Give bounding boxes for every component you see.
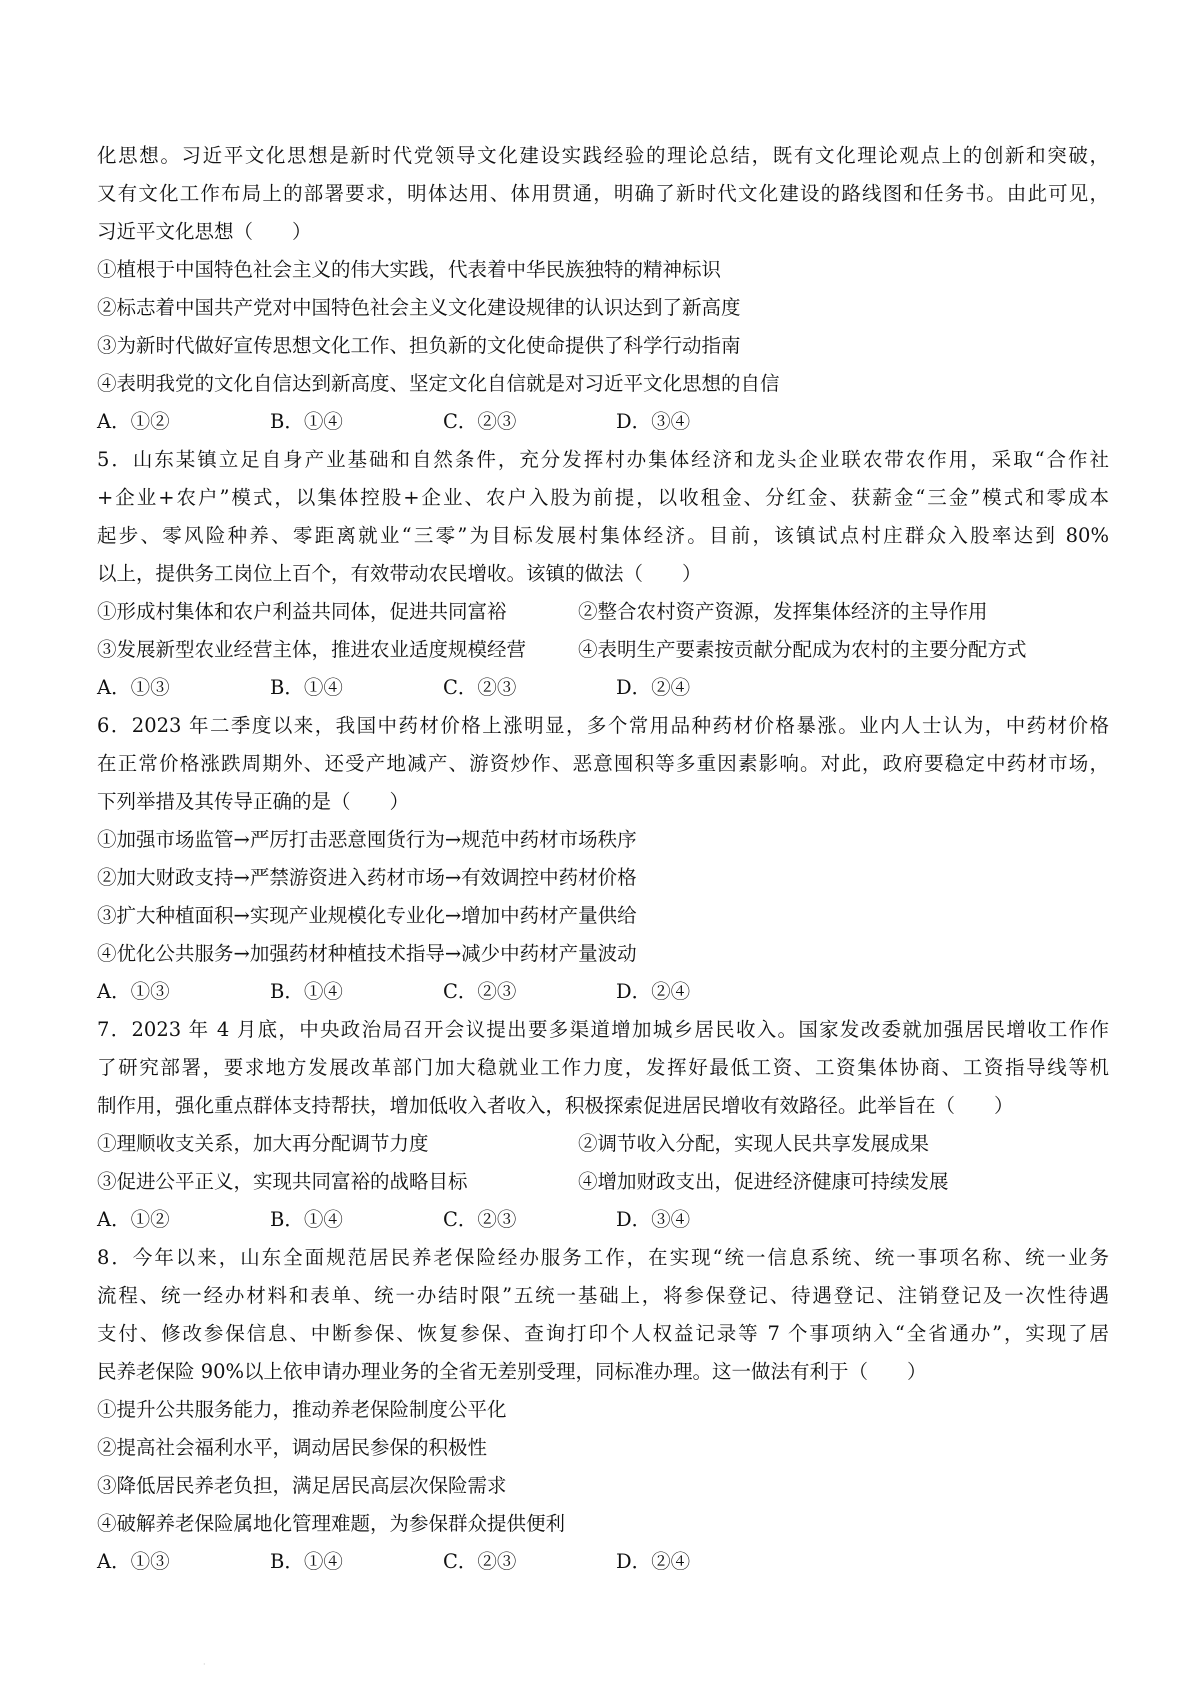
question-stem-line: 制作用，强化重点群体支持帮扶，增加低收入者收入，积极探索促进居民增收有效路径。此举旨在（ ） — [97, 1094, 1014, 1117]
choice-item: ②调节收入分配，实现人民共享发展成果 — [578, 1132, 930, 1155]
question-stem-line: 习近平文化思想（ ） — [97, 220, 312, 243]
question-stem-line: 民养老保险 90%以上依申请办理业务的全省无差别受理，同标准办理。这一做法有利于（ ） — [97, 1360, 927, 1383]
choice-item: ②加大财政支持→严禁游资进入药材市场→有效调控中药材价格 — [97, 866, 637, 889]
option-b: B．①④ — [270, 1208, 343, 1231]
question-stem-line: +企业+农户”模式，以集体控股+企业、农户入股为前提，以收租金、分红金、获薪金“三金”模式和零成本 — [97, 486, 1109, 509]
question-stem-line: 5．山东某镇立足自身产业基础和自然条件，充分发挥村办集体经济和龙头企业联农带农作用，采取“合作社 — [97, 448, 1109, 471]
choice-item: ④增加财政支出，促进经济健康可持续发展 — [578, 1170, 949, 1193]
option-d: D．②④ — [616, 1550, 691, 1573]
choice-item: ③发展新型农业经营主体，推进农业适度规模经营 — [97, 638, 527, 661]
choice-item: ③扩大种植面积→实现产业规模化专业化→增加中药材产量供给 — [97, 904, 637, 927]
question-5 — [97, 441, 1109, 707]
option-d: D．③④ — [616, 410, 691, 433]
choice-item: ④表明生产要素按贡献分配成为农村的主要分配方式 — [578, 638, 1027, 661]
choice-item: ④破解养老保险属地化管理难题，为参保群众提供便利 — [97, 1512, 566, 1535]
question-6 — [97, 707, 1109, 1011]
choice-row — [97, 631, 1109, 669]
choice-row — [97, 593, 1109, 631]
question-stem-line: 又有文化工作布局上的部署要求，明体达用、体用贯通，明确了新时代文化建设的路线图和任务书。由此可见， — [97, 182, 1109, 205]
choice-item: ①植根于中国特色社会主义的伟大实践，代表着中华民族独特的精神标识 — [97, 258, 722, 281]
option-a: A．①③ — [97, 1550, 170, 1573]
option-a: A．①② — [97, 410, 170, 433]
answer-options — [97, 1201, 1109, 1239]
option-c: C．②③ — [443, 1550, 517, 1573]
question-stem-line: 7．2023 年 4 月底，中央政治局召开会议提出要多渠道增加城乡居民收入。国家发改委就加强居民增收工作作 — [97, 1018, 1109, 1041]
question-4 — [97, 137, 1109, 441]
question-7 — [97, 1011, 1109, 1239]
question-stem-line: 以上，提供务工岗位上百个，有效带动农民增收。该镇的做法（ ） — [97, 562, 702, 585]
exam-page — [97, 137, 1109, 1581]
question-stem-line: 下列举措及其传导正确的是（ ） — [97, 790, 410, 813]
question-stem-line: 支付、修改参保信息、中断参保、恢复参保、查询打印个人权益记录等 7 个事项纳入“全省通办”，实现了居 — [97, 1322, 1109, 1345]
choice-item: ④表明我党的文化自信达到新高度、坚定文化自信就是对习近平文化思想的自信 — [97, 372, 780, 395]
choice-item: ②标志着中国共产党对中国特色社会主义文化建设规律的认识达到了新高度 — [97, 296, 741, 319]
option-d: D．③④ — [616, 1208, 691, 1231]
question-stem-line: 流程、统一经办材料和表单、统一办结时限”五统一基础上，将参保登记、待遇登记、注销登记及一次性待遇 — [97, 1284, 1109, 1307]
question-stem-line: 了研究部署，要求地方发展改革部门加大稳就业工作力度，发挥好最低工资、工资集体协商、工资指导线等机 — [97, 1056, 1109, 1079]
option-b: B．①④ — [270, 410, 343, 433]
question-stem-line: 8．今年以来，山东全面规范居民养老保险经办服务工作，在实现“统一信息系统、统一事项名称、统一业务 — [97, 1246, 1109, 1269]
choice-item: ④优化公共服务→加强药材种植技术指导→减少中药材产量波动 — [97, 942, 637, 965]
option-b: B．①④ — [270, 676, 343, 699]
option-d: D．②④ — [616, 980, 691, 1003]
answer-options — [97, 1543, 1109, 1581]
option-c: C．②③ — [443, 1208, 517, 1231]
option-d: D．②④ — [616, 676, 691, 699]
option-c: C．②③ — [443, 980, 517, 1003]
option-a: A．①③ — [97, 980, 170, 1003]
question-stem-line: 在正常价格涨跌周期外、还受产地减产、游资炒作、恶意囤积等多重因素影响。对此，政府要稳定中药材市场， — [97, 752, 1109, 775]
option-c: C．②③ — [443, 676, 517, 699]
answer-options — [97, 973, 1109, 1011]
choice-item: ②整合农村资产资源，发挥集体经济的主导作用 — [578, 600, 988, 623]
choice-item: ①加强市场监管→严厉打击恶意囤货行为→规范中药材市场秩序 — [97, 828, 637, 851]
question-stem-line: 6．2023 年二季度以来，我国中药材价格上涨明显，多个常用品种药材价格暴涨。业内人士认为，中药材价格 — [97, 714, 1109, 737]
question-stem-line: 起步、零风险种养、零距离就业“三零”为目标发展村集体经济。目前，该镇试点村庄群众入股率达到 80% — [97, 524, 1109, 547]
choice-item: ①提升公共服务能力，推动养老保险制度公平化 — [97, 1398, 507, 1421]
choice-item: ③为新时代做好宣传思想文化工作、担负新的文化使命提供了科学行动指南 — [97, 334, 741, 357]
choice-item: ③促进公平正义，实现共同富裕的战略目标 — [97, 1170, 468, 1193]
choice-item: ③降低居民养老负担，满足居民高层次保险需求 — [97, 1474, 507, 1497]
choice-row — [97, 1163, 1109, 1201]
question-stem-line: 化思想。习近平文化思想是新时代党领导文化建设实践经验的理论总结，既有文化理论观点上的创新和突破， — [97, 144, 1109, 167]
choice-item: ①形成村集体和农户利益共同体，促进共同富裕 — [97, 600, 507, 623]
page-footer-mark: · — [203, 1660, 206, 1669]
option-a: A．①③ — [97, 676, 170, 699]
question-8 — [97, 1239, 1109, 1581]
option-b: B．①④ — [270, 980, 343, 1003]
choice-item: ②提高社会福利水平，调动居民参保的积极性 — [97, 1436, 488, 1459]
option-b: B．①④ — [270, 1550, 343, 1573]
option-a: A．①② — [97, 1208, 170, 1231]
answer-options — [97, 669, 1109, 707]
answer-options — [97, 403, 1109, 441]
choice-item: ①理顺收支关系，加大再分配调节力度 — [97, 1132, 429, 1155]
option-c: C．②③ — [443, 410, 517, 433]
choice-row — [97, 1125, 1109, 1163]
